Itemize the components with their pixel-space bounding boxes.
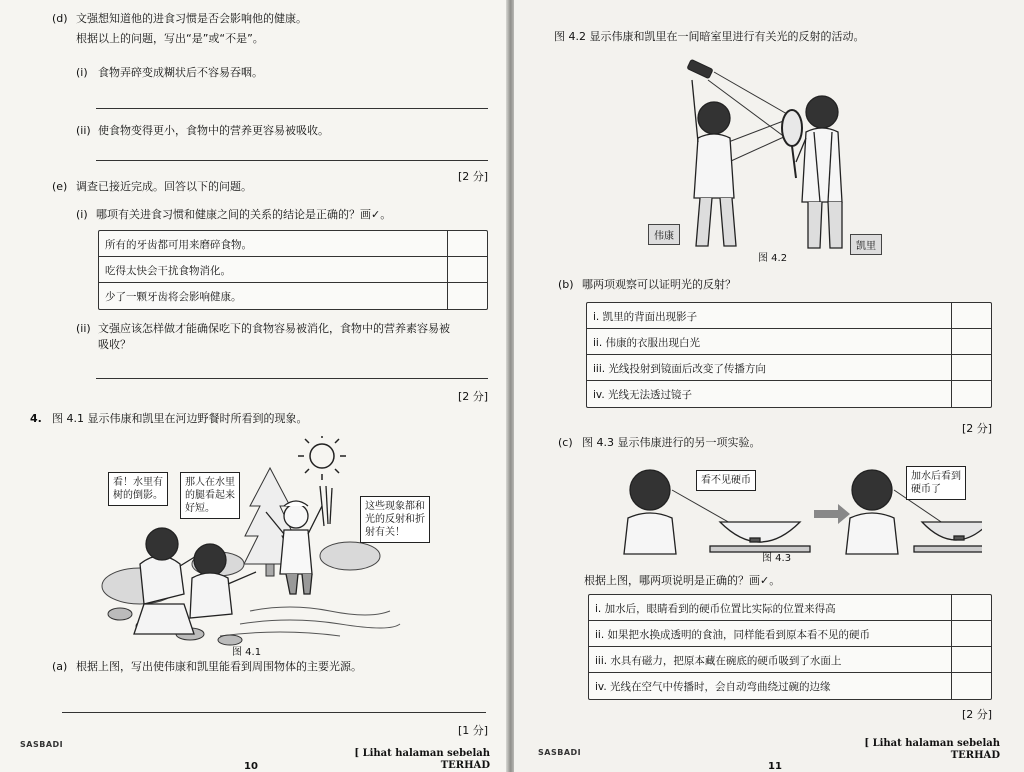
speech-bubble-see-coin: 加水后看到 硬币了 (906, 466, 966, 500)
qe-i-end: 。 (380, 208, 392, 221)
table-row (589, 621, 991, 647)
option-text: iv. 光线无法透过镜子 (593, 389, 692, 401)
footer-next-page (834, 738, 1000, 762)
tick-box[interactable] (951, 303, 991, 328)
tick-box[interactable] (951, 647, 991, 672)
speech-bubble-no-coin: 看不见硬币 (696, 470, 756, 491)
qd-line2: 根据以上的问题，写出“是”或“不是”。 (76, 32, 264, 45)
footer-terhad: TERHAD (950, 750, 1000, 761)
answer-line-dii[interactable] (96, 160, 488, 161)
table-row (589, 647, 991, 673)
bowl-with-water-icon (914, 522, 982, 552)
page-number-11: 11 (768, 761, 782, 772)
footer-next-text: [ Lihat halaman sebelah (864, 738, 1000, 749)
water-ripples (220, 607, 400, 636)
boy-looking-right (846, 470, 898, 554)
q4-number: 4. (30, 412, 42, 425)
qd-i-label: (i) (76, 66, 88, 79)
qd-i-text: 食物弄碎变成糊状后不容易吞咽。 (98, 66, 263, 79)
table-row (99, 231, 487, 257)
speech-bubble-reflection: 看！水里有 树的倒影。 (108, 472, 168, 506)
qe-ii-text1: 文强应该怎样做才能确保吃下的食物容易被消化，食物中的营养素容易被 (98, 322, 450, 335)
footer-next-text: [ Lihat halaman sebelah (354, 748, 490, 759)
speech-bubble-short-legs: 那人在水里 的腿看起来 好短。 (180, 472, 240, 519)
boy-kaili-figure (796, 96, 842, 248)
qd-line1: 文强想知道他的进食习惯是否会影响他的健康。 (76, 12, 307, 25)
table-row (589, 673, 991, 699)
qe-i-question: 哪项有关进食习惯和健康之间的关系的结论是正确的？画 (96, 208, 371, 221)
speech-bubble-light-phenomena: 这些现象都和 光的反射和折 射有关！ (360, 496, 430, 543)
tick-icon: ✓ (760, 574, 770, 587)
qb-marks: [2 分] (962, 422, 993, 435)
tick-box[interactable] (951, 381, 991, 407)
tick-box[interactable] (951, 621, 991, 646)
qc-marks: [2 分] (962, 708, 993, 721)
footer-terhad: TERHAD (440, 760, 490, 771)
torchlight-icon (687, 59, 713, 78)
qe-text: 调查已接近完成。回答以下的问题。 (76, 180, 252, 193)
mirror-icon (782, 110, 802, 178)
qd-ii-text: 使食物变得更小，食物中的营养更容易被吸收。 (98, 124, 329, 137)
arrow-right-icon (814, 504, 850, 524)
option-text: i. 加水后，眼睛看到的硬币位置比实际的位置来得高 (595, 603, 836, 615)
qe-i-text (96, 208, 391, 222)
tick-box[interactable] (447, 231, 487, 256)
tick-box[interactable] (951, 355, 991, 380)
qa-label: (a) (52, 660, 68, 673)
answer-line-a[interactable] (62, 712, 486, 713)
option-text: 所有的牙齿都可用来磨碎食物。 (105, 239, 252, 251)
figure-4-3-caption: 图 4.3 (762, 553, 792, 564)
option-text: iii. 水具有磁力，把原本藏在碗底的硬币吸到了水面上 (595, 655, 842, 667)
page-number-10: 10 (244, 761, 258, 772)
table-row (589, 595, 991, 621)
publisher-logo: SASBADI (538, 748, 582, 757)
answer-line-di[interactable] (96, 108, 488, 109)
option-text: 少了一颗牙齿将会影响健康。 (105, 291, 242, 303)
qc-instruction-end: 。 (769, 574, 781, 587)
answer-line-eii[interactable] (96, 378, 488, 379)
q4-text: 图 4.1 显示伟康和凯里在河边野餐时所看到的现象。 (52, 412, 308, 425)
option-text: 吃得太快会干扰食物消化。 (105, 265, 231, 277)
qb-text: 哪两项观察可以证明光的反射？ (582, 278, 736, 291)
empty-bowl-icon (710, 522, 810, 552)
tick-box[interactable] (447, 283, 487, 309)
footer-next-page (330, 748, 490, 772)
table-row (99, 283, 487, 309)
boy-looking-left (624, 470, 676, 554)
boy-2-figure (190, 544, 256, 618)
qe-marks: [2 分] (458, 390, 489, 403)
qa-marks: [1 分] (458, 724, 489, 737)
tick-box[interactable] (951, 329, 991, 354)
qc-label: (c) (558, 436, 573, 449)
option-text: iv. 光线在空气中传播时，会自动弯曲绕过碗的边缘 (595, 681, 831, 693)
qc-instruction-text: 根据上图，哪两项说明是正确的？画 (584, 574, 760, 587)
publisher-logo: SASBADI (20, 740, 64, 749)
option-text: ii. 伟康的衣服出现白光 (593, 337, 701, 349)
qb-label: (b) (558, 278, 574, 291)
tick-box[interactable] (447, 257, 487, 282)
qd-marks: [2 分] (458, 170, 489, 183)
table-row (587, 303, 991, 329)
qd-label: (d) (52, 12, 68, 25)
sun-icon (298, 436, 346, 480)
qb-options-table (586, 302, 992, 408)
figure-4-1-caption: 图 4.1 (232, 647, 262, 658)
boy-weikang-figure (692, 80, 736, 246)
qe-label: (e) (52, 180, 68, 193)
qe-ii-label: (ii) (76, 322, 91, 335)
right-page (514, 0, 1024, 772)
tick-icon: ✓ (371, 208, 381, 221)
qe-ii-text2: 吸收？ (98, 338, 131, 351)
figure-4-2-caption: 图 4.2 (758, 253, 788, 264)
option-text: i. 凯里的背面出现影子 (593, 311, 698, 323)
option-text: ii. 如果把水换成透明的食油，同样能看到原本看不见的硬币 (595, 629, 871, 641)
table-row (99, 257, 487, 283)
option-text: iii. 光线投射到镜面后改变了传播方向 (593, 363, 766, 375)
left-page (0, 0, 508, 772)
label-weikang: 伟康 (648, 224, 680, 245)
tick-box[interactable] (951, 673, 991, 699)
table-row (587, 355, 991, 381)
qc-text: 图 4.3 显示伟康进行的另一项实验。 (582, 436, 761, 449)
qa-text: 根据上图，写出使伟康和凯里能看到周围物体的主要光源。 (76, 660, 362, 673)
figure-4-2-mirror-activity (674, 58, 874, 258)
qc-instruction (584, 574, 780, 588)
fig42-intro: 图 4.2 显示伟康和凯里在一间暗室里进行有关光的反射的活动。 (554, 30, 865, 43)
qe-i-label: (i) (76, 208, 88, 221)
table-row (587, 381, 991, 407)
label-kaili: 凯里 (850, 234, 882, 255)
qc-options-table (588, 594, 992, 700)
qe-options-table (98, 230, 488, 310)
table-row (587, 329, 991, 355)
tick-box[interactable] (951, 595, 991, 620)
qd-ii-label: (ii) (76, 124, 91, 137)
